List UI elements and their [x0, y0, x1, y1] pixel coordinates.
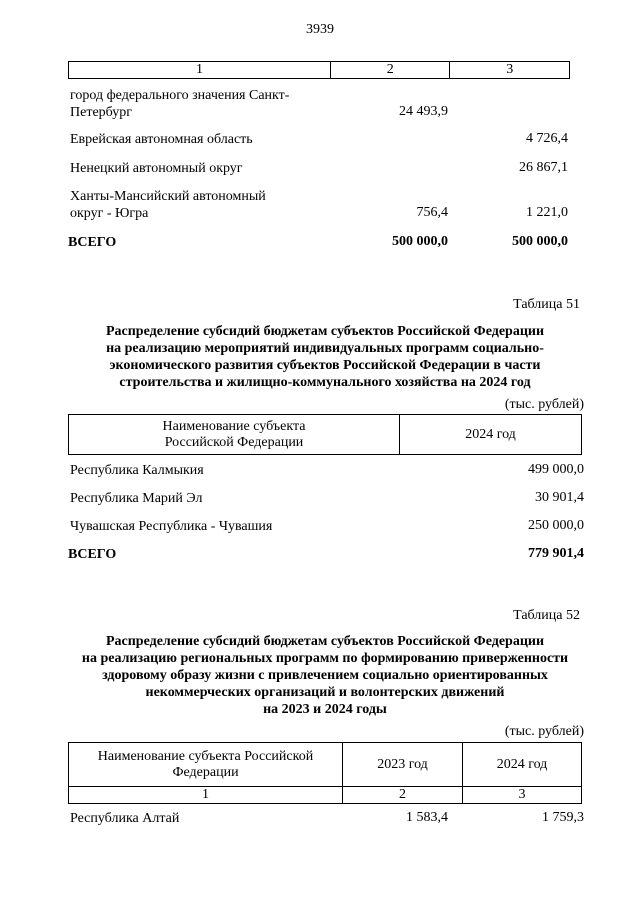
table-52-units: (тыс. рублей)	[504, 724, 584, 739]
table-row	[70, 188, 266, 222]
header-line: Федерации	[172, 764, 239, 780]
row-name-line: город федерального значения Санкт-	[70, 88, 290, 103]
row-name-line: Ханты-Мансийский автономный	[70, 189, 266, 204]
column-name-header	[69, 743, 343, 787]
title-line: экономического развития субъектов Российской Федерации в части	[109, 358, 541, 373]
column-number-2: 2	[343, 787, 463, 804]
total-value: 779 901,4	[528, 546, 584, 561]
title-line: некоммерческих организаций и волонтерских движений	[145, 685, 505, 700]
row-value: 250 000,0	[528, 518, 584, 533]
title-line: на реализацию мероприятий индивидуальных программ социально-	[106, 341, 544, 356]
header-line: Наименование субъекта	[162, 418, 306, 434]
row-value-2023: 1 583,4	[406, 810, 448, 825]
row-value-2024: 1 221,0	[526, 205, 568, 220]
column-2024-header: 2024 год	[463, 743, 582, 787]
table-52-label: Таблица 52	[513, 608, 580, 623]
column-2023-header: 2023 год	[343, 743, 463, 787]
column-number-1: 1	[69, 787, 343, 804]
table-row	[70, 87, 289, 121]
title-line: здоровому образу жизни с привлечением социально ориентированных	[102, 668, 548, 683]
row-name: Республика Марий Эл	[70, 491, 203, 506]
total-value-2023: 500 000,0	[392, 234, 448, 249]
title-line: Распределение субсидий бюджетам субъектов Российской Федерации	[105, 324, 545, 339]
table-52-title	[60, 633, 590, 718]
row-value: 30 901,4	[535, 490, 584, 505]
row-name-line: округ - Югра	[70, 206, 149, 221]
table-51-label: Таблица 51	[513, 297, 580, 312]
title-line: Распределение субсидий бюджетам субъектов Российской Федерации	[105, 634, 545, 649]
row-value: 499 000,0	[528, 462, 584, 477]
title-line: строительства и жилищно-коммунального хозяйства на 2024 год	[119, 375, 531, 390]
table-51-header	[68, 414, 582, 455]
row-name: Чувашская Республика - Чувашия	[70, 519, 273, 534]
column-number-2: 2	[330, 62, 450, 79]
column-year-header: 2024 год	[400, 415, 582, 455]
table-51-title	[60, 323, 590, 391]
table-51-units: (тыс. рублей)	[504, 397, 584, 412]
row-value-2024: 4 726,4	[526, 131, 568, 146]
total-label: ВСЕГО	[68, 547, 117, 562]
row-value-2023: 24 493,9	[399, 104, 448, 119]
column-number-3: 3	[450, 62, 570, 79]
total-value-2024: 500 000,0	[512, 234, 568, 249]
header-line: Российской Федерации	[164, 434, 304, 450]
title-line: на 2023 и 2024 годы	[263, 702, 387, 717]
column-name-header	[69, 415, 400, 455]
header-line: Наименование субъекта Российской	[97, 748, 314, 764]
total-label: ВСЕГО	[68, 235, 117, 250]
row-name: Ненецкий автономный округ	[70, 161, 243, 176]
title-line: на реализацию региональных программ по формированию приверженности	[81, 651, 569, 666]
row-name: Республика Алтай	[70, 811, 180, 826]
continued-table-header	[68, 61, 570, 79]
page-number: 3939	[306, 22, 334, 37]
table-52-header	[68, 742, 582, 804]
row-name-line: Петербург	[70, 105, 132, 120]
column-number-3: 3	[463, 787, 582, 804]
row-value-2024: 26 867,1	[519, 160, 568, 175]
row-value-2023: 756,4	[416, 205, 448, 220]
column-number-1: 1	[69, 62, 331, 79]
row-name: Еврейская автономная область	[70, 132, 253, 147]
row-value-2024: 1 759,3	[542, 810, 584, 825]
row-name: Республика Калмыкия	[70, 463, 204, 478]
